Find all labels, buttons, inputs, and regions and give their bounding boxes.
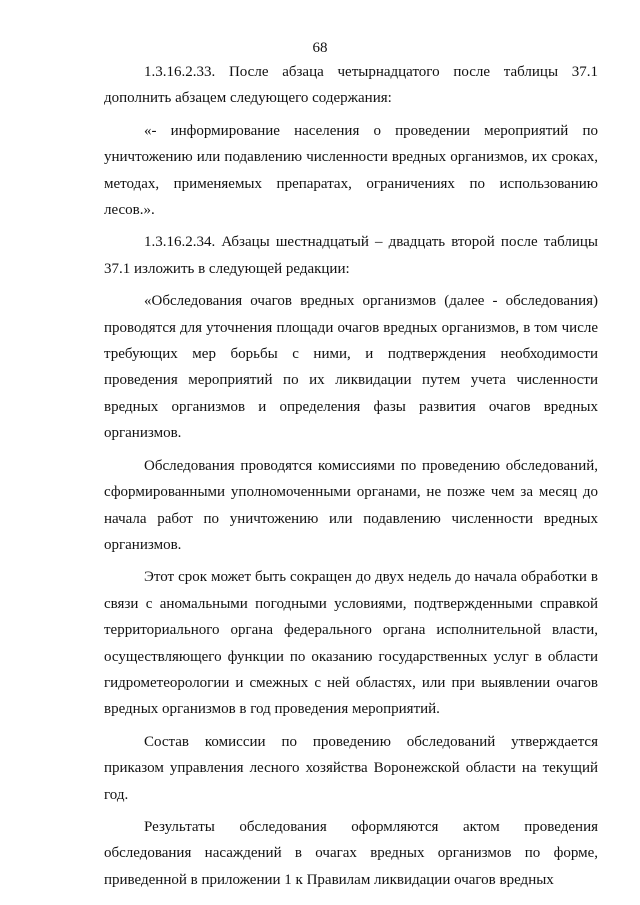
document-body xyxy=(104,59,598,893)
paragraph-2: «- информирование населения о проведении мероприятий по уничтожению или подавлению численности вредных организмов, их сроках, методах, применяемых препаратах, ограничениях по использованию лесов.». xyxy=(104,122,598,219)
paragraph-8: Результаты обследования оформляются актом проведения обследования насаждений в очагах вредных организмов по форме, приведенной в приложении 1 к Правилам ликвидации очагов вредных xyxy=(104,818,598,888)
paragraph-3: 1.3.16.2.34. Абзацы шестнадцатый – двадцать второй после таблицы 37.1 изложить в следующей редакции: xyxy=(104,234,598,277)
paragraph-4: «Обследования очагов вредных организмов (далее - обследования) проводятся для уточнения площади очагов вредных организмов, в том числе требующих мер борьбы с ними, и подтверждения необходимости проведения мероприятий по их ликвидации путем учета численности вредных организмов и определения фазы развития очагов вредных организмов. xyxy=(104,293,598,442)
paragraph-7: Состав комиссии по проведению обследований утверждается приказом управления лесного хозяйства Воронежской области на текущий год. xyxy=(104,733,598,803)
paragraph-6: Этот срок может быть сокращен до двух недель до начала обработки в связи с аномальными погодными условиями, подтвержденными справкой территориального органа федерального органа исполнительной власти, осуществляющего функции по оказанию государственных услуг в области гидрометеорологии и смежных с ней областях, или при выявлении очагов вредных организмов в год проведения мероприятий. xyxy=(104,569,598,718)
paragraph-1: 1.3.16.2.33. После абзаца четырнадцатого после таблицы 37.1 дополнить абзацем следующего содержания: xyxy=(104,64,598,107)
page-number: 68 xyxy=(312,40,328,56)
paragraph-5: Обследования проводятся комиссиями по проведению обследований, сформированными уполномоченными органами, не позже чем за месяц до начала работ по уничтожению или подавлению численности вредных организмов. xyxy=(104,457,598,553)
